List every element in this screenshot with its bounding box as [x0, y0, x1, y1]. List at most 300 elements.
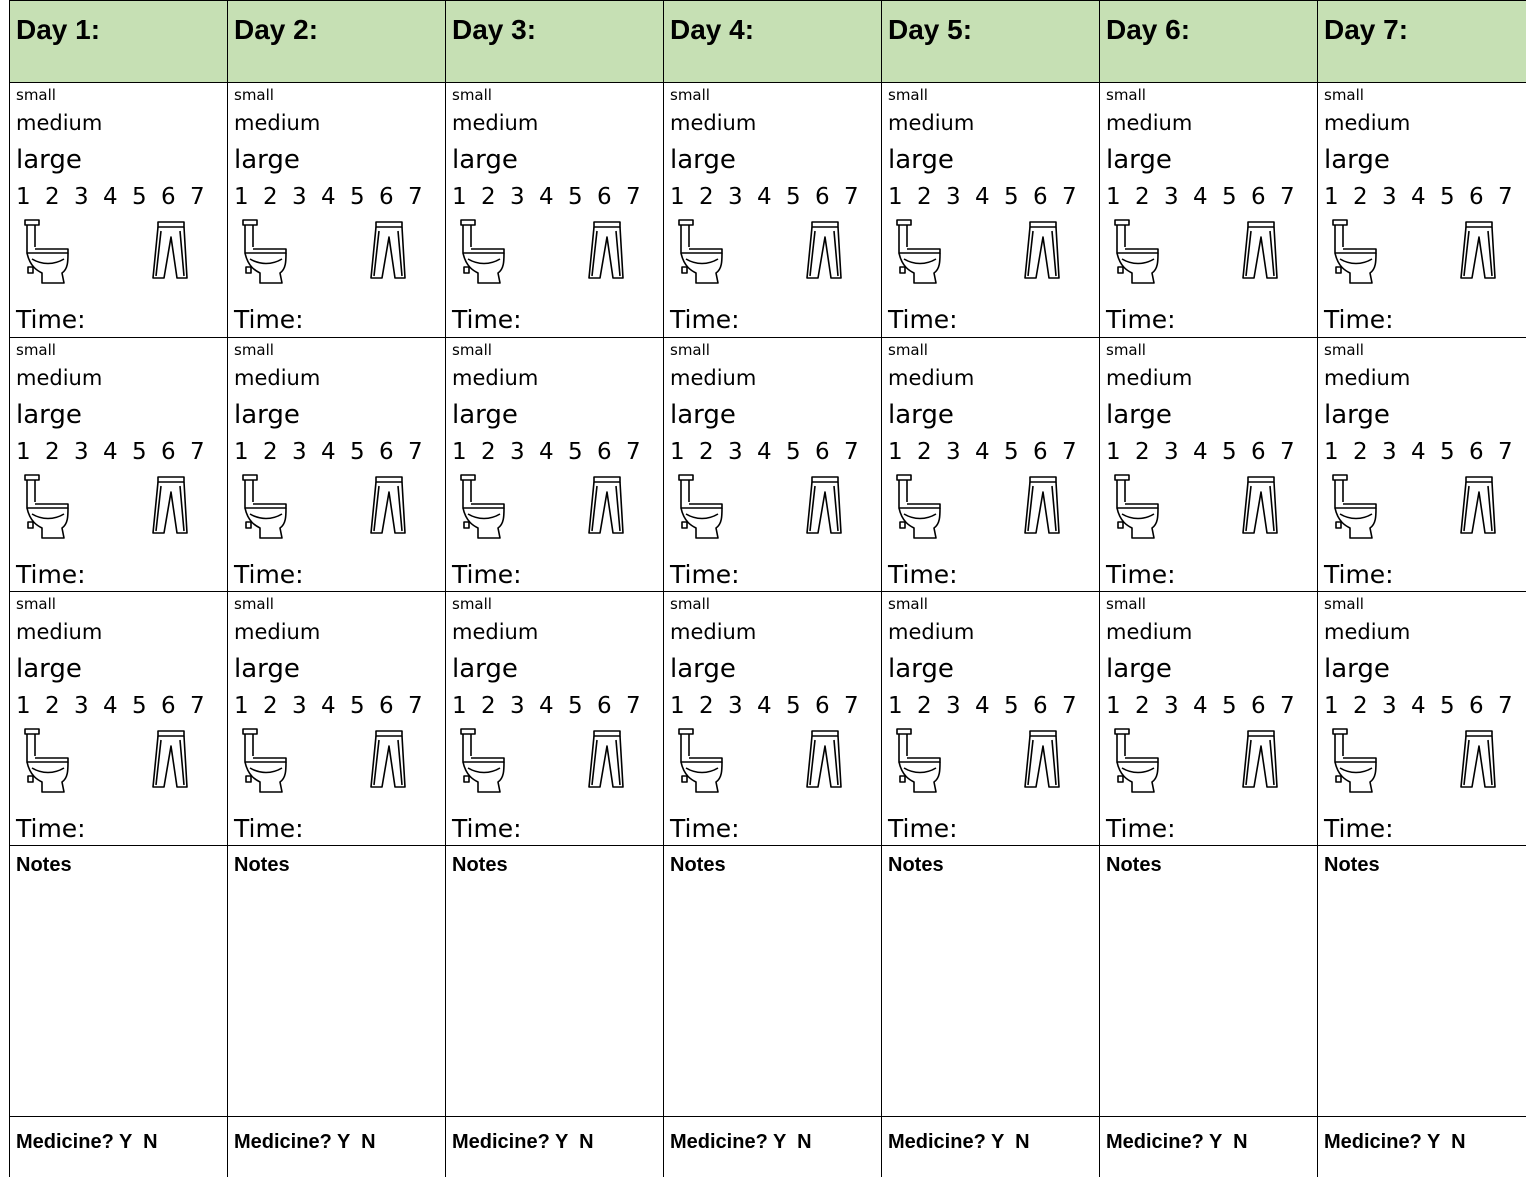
- scale-number[interactable]: 4: [321, 438, 336, 465]
- scale-number[interactable]: 6: [379, 184, 394, 211]
- scale-number[interactable]: 1: [452, 692, 467, 719]
- size-small-option[interactable]: small: [670, 340, 710, 359]
- scale-number[interactable]: 6: [161, 184, 176, 211]
- size-medium-option[interactable]: medium: [234, 365, 321, 390]
- size-small-option[interactable]: small: [452, 340, 492, 359]
- scale-number[interactable]: 3: [946, 438, 961, 465]
- entry-cell[interactable]: [10, 591, 228, 845]
- scale-number[interactable]: 5: [1004, 438, 1019, 465]
- scale-number[interactable]: 7: [1498, 184, 1513, 211]
- scale-number[interactable]: 4: [1193, 438, 1208, 465]
- scale-number[interactable]: 5: [568, 692, 583, 719]
- scale-number[interactable]: 1: [234, 184, 249, 211]
- scale-number[interactable]: 1: [888, 438, 903, 465]
- size-large-option[interactable]: large: [888, 145, 954, 176]
- entry-cell[interactable]: [10, 337, 228, 591]
- medicine-cell[interactable]: [1100, 1117, 1318, 1177]
- size-large-option[interactable]: large: [1324, 399, 1390, 430]
- scale-number[interactable]: 7: [408, 438, 423, 465]
- scale-number[interactable]: 5: [1222, 692, 1237, 719]
- stool-scale: [234, 434, 445, 470]
- pants-icon[interactable]: [588, 476, 624, 538]
- scale-number[interactable]: 2: [699, 438, 714, 465]
- toilet-icon[interactable]: [460, 728, 506, 798]
- scale-number[interactable]: 3: [292, 184, 307, 211]
- scale-number[interactable]: 4: [975, 184, 990, 211]
- scale-number[interactable]: 4: [1193, 692, 1208, 719]
- scale-number[interactable]: 4: [539, 438, 554, 465]
- toilet-icon[interactable]: [242, 728, 288, 798]
- toilet-icon[interactable]: [1332, 219, 1378, 289]
- scale-number[interactable]: 1: [888, 184, 903, 211]
- size-medium-option[interactable]: medium: [234, 111, 321, 136]
- scale-number[interactable]: 4: [1411, 184, 1426, 211]
- scale-number[interactable]: 5: [1440, 692, 1455, 719]
- size-small-option[interactable]: small: [234, 594, 274, 613]
- scale-number[interactable]: 5: [350, 438, 365, 465]
- entry-cell[interactable]: [664, 83, 882, 337]
- scale-number[interactable]: 4: [1411, 438, 1426, 465]
- scale-number[interactable]: 2: [1135, 184, 1150, 211]
- size-small-option[interactable]: small: [16, 86, 56, 105]
- medicine-cell[interactable]: [1318, 1117, 1526, 1177]
- scale-number[interactable]: 5: [1440, 184, 1455, 211]
- scale-number[interactable]: 6: [1251, 438, 1266, 465]
- size-small-option[interactable]: small: [670, 86, 710, 105]
- size-large-option[interactable]: large: [1324, 145, 1390, 176]
- toilet-icon[interactable]: [242, 474, 288, 544]
- scale-number[interactable]: 3: [510, 184, 525, 211]
- notes-cell[interactable]: [882, 845, 1100, 1116]
- scale-number[interactable]: 1: [1324, 438, 1339, 465]
- size-large-option[interactable]: large: [234, 399, 300, 430]
- toilet-icon[interactable]: [896, 728, 942, 798]
- scale-number[interactable]: 6: [1469, 184, 1484, 211]
- scale-number[interactable]: 3: [1382, 438, 1397, 465]
- scale-number[interactable]: 7: [1498, 692, 1513, 719]
- scale-number[interactable]: 7: [1280, 692, 1295, 719]
- pants-icon[interactable]: [1460, 730, 1496, 792]
- size-small-option[interactable]: small: [234, 86, 274, 105]
- size-large-option[interactable]: large: [888, 653, 954, 684]
- scale-number[interactable]: 2: [699, 692, 714, 719]
- size-small-option[interactable]: small: [452, 594, 492, 613]
- entry-cell[interactable]: [1100, 591, 1318, 845]
- scale-number[interactable]: 5: [132, 438, 147, 465]
- scale-number[interactable]: 7: [190, 438, 205, 465]
- size-large-option[interactable]: large: [452, 653, 518, 684]
- scale-number[interactable]: 5: [350, 692, 365, 719]
- size-medium-option[interactable]: medium: [1324, 365, 1411, 390]
- scale-number[interactable]: 3: [1382, 184, 1397, 211]
- pants-icon[interactable]: [1024, 476, 1060, 538]
- entry-cell[interactable]: [446, 591, 664, 845]
- scale-number[interactable]: 7: [844, 692, 859, 719]
- entry-cell[interactable]: [664, 337, 882, 591]
- entry-cell[interactable]: [1318, 591, 1526, 845]
- medicine-cell[interactable]: [10, 1117, 228, 1177]
- day-header: [882, 1, 1100, 83]
- scale-number[interactable]: 3: [292, 692, 307, 719]
- scale-number[interactable]: 6: [597, 438, 612, 465]
- notes-label: Notes: [1106, 853, 1162, 876]
- scale-number[interactable]: 2: [45, 692, 60, 719]
- toilet-icon[interactable]: [460, 474, 506, 544]
- size-small-option[interactable]: small: [1106, 86, 1146, 105]
- scale-number[interactable]: 1: [1106, 184, 1121, 211]
- size-medium-option[interactable]: medium: [16, 111, 103, 136]
- size-medium-option[interactable]: medium: [670, 111, 757, 136]
- toilet-icon[interactable]: [1114, 219, 1160, 289]
- scale-number[interactable]: 6: [815, 438, 830, 465]
- toilet-icon[interactable]: [1114, 728, 1160, 798]
- scale-number[interactable]: 2: [1353, 692, 1368, 719]
- scale-number[interactable]: 5: [350, 184, 365, 211]
- scale-number[interactable]: 1: [670, 438, 685, 465]
- size-medium-option[interactable]: medium: [452, 111, 539, 136]
- size-medium-option[interactable]: medium: [888, 111, 975, 136]
- scale-number[interactable]: 3: [728, 692, 743, 719]
- toilet-icon[interactable]: [460, 219, 506, 289]
- medicine-cell[interactable]: [882, 1117, 1100, 1177]
- pants-icon[interactable]: [806, 730, 842, 792]
- scale-number[interactable]: 5: [132, 184, 147, 211]
- size-medium-option[interactable]: medium: [452, 365, 539, 390]
- scale-number[interactable]: 2: [1135, 692, 1150, 719]
- scale-number[interactable]: 7: [844, 184, 859, 211]
- scale-number[interactable]: 4: [103, 692, 118, 719]
- scale-number[interactable]: 1: [234, 438, 249, 465]
- scale-number[interactable]: 6: [1033, 438, 1048, 465]
- scale-number[interactable]: 1: [670, 184, 685, 211]
- size-medium-option[interactable]: medium: [16, 619, 103, 644]
- scale-number[interactable]: 2: [917, 184, 932, 211]
- pants-icon[interactable]: [1460, 221, 1496, 283]
- scale-number[interactable]: 2: [699, 184, 714, 211]
- scale-number[interactable]: 5: [1004, 692, 1019, 719]
- scale-number[interactable]: 1: [1324, 692, 1339, 719]
- scale-number[interactable]: 7: [190, 184, 205, 211]
- entry-cell[interactable]: [1318, 83, 1526, 337]
- toilet-icon[interactable]: [24, 728, 70, 798]
- scale-number[interactable]: 2: [45, 184, 60, 211]
- size-large-option[interactable]: large: [1106, 653, 1172, 684]
- scale-number[interactable]: 4: [975, 438, 990, 465]
- pants-icon[interactable]: [152, 730, 188, 792]
- scale-number[interactable]: 7: [626, 692, 641, 719]
- entry-cell[interactable]: [10, 83, 228, 337]
- scale-number[interactable]: 1: [1106, 692, 1121, 719]
- scale-number[interactable]: 5: [1222, 438, 1237, 465]
- scale-number[interactable]: 7: [626, 438, 641, 465]
- size-medium-option[interactable]: medium: [1106, 365, 1193, 390]
- toilet-icon[interactable]: [24, 474, 70, 544]
- size-small-option[interactable]: small: [16, 340, 56, 359]
- scale-number[interactable]: 1: [234, 692, 249, 719]
- scale-number[interactable]: 3: [728, 438, 743, 465]
- medicine-cell[interactable]: [664, 1117, 882, 1177]
- pants-icon[interactable]: [1460, 476, 1496, 538]
- stool-scale: [888, 688, 1099, 724]
- scale-number[interactable]: 2: [917, 438, 932, 465]
- size-small-option[interactable]: small: [452, 86, 492, 105]
- size-large-option[interactable]: large: [1106, 399, 1172, 430]
- size-small-option[interactable]: small: [1106, 340, 1146, 359]
- day-label: Day 6:: [1106, 14, 1191, 45]
- toilet-icon[interactable]: [678, 728, 724, 798]
- scale-number[interactable]: 7: [190, 692, 205, 719]
- toilet-icon[interactable]: [896, 474, 942, 544]
- scale-number[interactable]: 4: [1411, 692, 1426, 719]
- scale-number[interactable]: 7: [1062, 692, 1077, 719]
- pants-icon[interactable]: [806, 476, 842, 538]
- size-medium-option[interactable]: medium: [16, 365, 103, 390]
- time-label: Time:: [888, 559, 958, 589]
- notes-cell[interactable]: [10, 845, 228, 1116]
- scale-number[interactable]: 1: [888, 692, 903, 719]
- scale-number[interactable]: 3: [1164, 692, 1179, 719]
- pants-icon[interactable]: [806, 221, 842, 283]
- scale-number[interactable]: 3: [74, 184, 89, 211]
- toilet-icon[interactable]: [896, 219, 942, 289]
- scale-number[interactable]: 6: [815, 184, 830, 211]
- size-medium-option[interactable]: medium: [670, 365, 757, 390]
- scale-number[interactable]: 5: [1440, 438, 1455, 465]
- scale-number[interactable]: 1: [16, 184, 31, 211]
- medicine-cell[interactable]: [446, 1117, 664, 1177]
- size-large-option[interactable]: large: [1106, 145, 1172, 176]
- scale-number[interactable]: 4: [321, 184, 336, 211]
- scale-number[interactable]: 4: [975, 692, 990, 719]
- size-medium-option[interactable]: medium: [452, 619, 539, 644]
- size-small-option[interactable]: small: [1324, 594, 1364, 613]
- size-medium-option[interactable]: medium: [1106, 111, 1193, 136]
- entry-cell[interactable]: [882, 83, 1100, 337]
- size-medium-option[interactable]: medium: [888, 619, 975, 644]
- scale-number[interactable]: 3: [728, 184, 743, 211]
- scale-number[interactable]: 1: [452, 438, 467, 465]
- scale-number[interactable]: 2: [45, 438, 60, 465]
- scale-number[interactable]: 6: [597, 692, 612, 719]
- scale-number[interactable]: 5: [786, 438, 801, 465]
- scale-number[interactable]: 5: [1004, 184, 1019, 211]
- pants-icon[interactable]: [152, 476, 188, 538]
- scale-number[interactable]: 7: [844, 438, 859, 465]
- size-small-option[interactable]: small: [1106, 594, 1146, 613]
- scale-number[interactable]: 1: [452, 184, 467, 211]
- scale-number[interactable]: 3: [74, 438, 89, 465]
- size-medium-option[interactable]: medium: [234, 619, 321, 644]
- scale-number[interactable]: 2: [481, 184, 496, 211]
- size-large-option[interactable]: large: [1324, 653, 1390, 684]
- toilet-icon[interactable]: [678, 219, 724, 289]
- size-medium-option[interactable]: medium: [1324, 619, 1411, 644]
- scale-number[interactable]: 2: [1135, 438, 1150, 465]
- toilet-icon[interactable]: [1332, 474, 1378, 544]
- toilet-icon[interactable]: [1332, 728, 1378, 798]
- scale-number[interactable]: 2: [481, 438, 496, 465]
- notes-cell[interactable]: [1100, 845, 1318, 1116]
- scale-number[interactable]: 4: [757, 438, 772, 465]
- scale-number[interactable]: 2: [263, 438, 278, 465]
- scale-number[interactable]: 5: [568, 438, 583, 465]
- pants-icon[interactable]: [1242, 221, 1278, 283]
- scale-number[interactable]: 2: [263, 692, 278, 719]
- scale-number[interactable]: 3: [1164, 438, 1179, 465]
- scale-number[interactable]: 7: [626, 184, 641, 211]
- scale-number[interactable]: 5: [132, 692, 147, 719]
- size-large-option[interactable]: large: [670, 145, 736, 176]
- scale-number[interactable]: 3: [946, 692, 961, 719]
- size-large-option[interactable]: large: [670, 399, 736, 430]
- scale-number[interactable]: 6: [1033, 184, 1048, 211]
- entry-cell[interactable]: [1318, 337, 1526, 591]
- scale-number[interactable]: 6: [161, 692, 176, 719]
- notes-cell[interactable]: [446, 845, 664, 1116]
- notes-label: Notes: [16, 853, 72, 876]
- entry-cell[interactable]: [664, 591, 882, 845]
- scale-number[interactable]: 7: [1062, 438, 1077, 465]
- entry-cell[interactable]: [882, 337, 1100, 591]
- scale-number[interactable]: 4: [103, 438, 118, 465]
- toilet-icon[interactable]: [1114, 474, 1160, 544]
- size-medium-option[interactable]: medium: [1106, 619, 1193, 644]
- pants-icon[interactable]: [588, 221, 624, 283]
- size-medium-option[interactable]: medium: [1324, 111, 1411, 136]
- scale-number[interactable]: 5: [786, 184, 801, 211]
- scale-number[interactable]: 4: [103, 184, 118, 211]
- scale-number[interactable]: 6: [1251, 692, 1266, 719]
- scale-number[interactable]: 6: [379, 438, 394, 465]
- medicine-label: Medicine? Y N: [888, 1131, 1030, 1154]
- size-medium-option[interactable]: medium: [670, 619, 757, 644]
- stool-scale: [1106, 179, 1317, 215]
- scale-number[interactable]: 4: [757, 692, 772, 719]
- scale-number[interactable]: 3: [74, 692, 89, 719]
- pants-icon[interactable]: [370, 476, 406, 538]
- entry-cell[interactable]: [1100, 83, 1318, 337]
- scale-number[interactable]: 6: [1469, 692, 1484, 719]
- pants-icon[interactable]: [1024, 730, 1060, 792]
- scale-number[interactable]: 6: [1033, 692, 1048, 719]
- toilet-icon[interactable]: [24, 219, 70, 289]
- scale-number[interactable]: 6: [379, 692, 394, 719]
- size-large-option[interactable]: large: [234, 653, 300, 684]
- scale-number[interactable]: 3: [1382, 692, 1397, 719]
- scale-number[interactable]: 6: [815, 692, 830, 719]
- scale-number[interactable]: 1: [670, 692, 685, 719]
- scale-number[interactable]: 2: [1353, 438, 1368, 465]
- scale-number[interactable]: 7: [1062, 184, 1077, 211]
- scale-number[interactable]: 5: [1222, 184, 1237, 211]
- scale-number[interactable]: 2: [1353, 184, 1368, 211]
- pants-icon[interactable]: [1242, 476, 1278, 538]
- scale-number[interactable]: 2: [481, 692, 496, 719]
- size-small-option[interactable]: small: [1324, 340, 1364, 359]
- size-small-option[interactable]: small: [16, 594, 56, 613]
- scale-number[interactable]: 1: [16, 692, 31, 719]
- pants-icon[interactable]: [1024, 221, 1060, 283]
- time-label: Time:: [1106, 559, 1176, 589]
- scale-number[interactable]: 2: [917, 692, 932, 719]
- location-icons: [1324, 470, 1526, 548]
- size-small-option[interactable]: small: [234, 340, 274, 359]
- day-header: [1100, 1, 1318, 83]
- scale-number[interactable]: 4: [757, 184, 772, 211]
- size-small-option[interactable]: small: [670, 594, 710, 613]
- size-large-option[interactable]: large: [452, 145, 518, 176]
- size-small-option[interactable]: small: [888, 340, 928, 359]
- scale-number[interactable]: 6: [161, 438, 176, 465]
- scale-number[interactable]: 3: [292, 438, 307, 465]
- size-large-option[interactable]: large: [16, 399, 82, 430]
- scale-number[interactable]: 1: [16, 438, 31, 465]
- size-small-option[interactable]: small: [888, 594, 928, 613]
- size-large-option[interactable]: large: [452, 399, 518, 430]
- scale-number[interactable]: 4: [321, 692, 336, 719]
- scale-number[interactable]: 5: [568, 184, 583, 211]
- scale-number[interactable]: 3: [1164, 184, 1179, 211]
- scale-number[interactable]: 3: [510, 692, 525, 719]
- notes-cell[interactable]: [664, 845, 882, 1116]
- scale-number[interactable]: 7: [408, 692, 423, 719]
- size-large-option[interactable]: large: [234, 145, 300, 176]
- entry-cell[interactable]: [446, 83, 664, 337]
- pants-icon[interactable]: [152, 221, 188, 283]
- scale-number[interactable]: 7: [408, 184, 423, 211]
- scale-number[interactable]: 1: [1106, 438, 1121, 465]
- size-medium-option[interactable]: medium: [888, 365, 975, 390]
- toilet-icon[interactable]: [242, 219, 288, 289]
- scale-number[interactable]: 4: [539, 692, 554, 719]
- entry-cell[interactable]: [228, 83, 446, 337]
- pants-icon[interactable]: [588, 730, 624, 792]
- size-large-option[interactable]: large: [670, 653, 736, 684]
- scale-number[interactable]: 6: [597, 184, 612, 211]
- scale-number[interactable]: 6: [1251, 184, 1266, 211]
- entry-cell[interactable]: [882, 591, 1100, 845]
- scale-number[interactable]: 3: [510, 438, 525, 465]
- entry-cell[interactable]: [1100, 337, 1318, 591]
- scale-number[interactable]: 2: [263, 184, 278, 211]
- toilet-icon[interactable]: [678, 474, 724, 544]
- location-icons: [1106, 724, 1317, 802]
- pants-icon[interactable]: [1242, 730, 1278, 792]
- scale-number[interactable]: 6: [1469, 438, 1484, 465]
- scale-number[interactable]: 1: [1324, 184, 1339, 211]
- scale-number[interactable]: 7: [1498, 438, 1513, 465]
- size-large-option[interactable]: large: [16, 145, 82, 176]
- entry-cell[interactable]: [228, 337, 446, 591]
- size-small-option[interactable]: small: [1324, 86, 1364, 105]
- scale-number[interactable]: 7: [1280, 184, 1295, 211]
- scale-number[interactable]: 7: [1280, 438, 1295, 465]
- entry-cell[interactable]: [228, 591, 446, 845]
- scale-number[interactable]: 3: [946, 184, 961, 211]
- entry-cell[interactable]: [446, 337, 664, 591]
- pants-icon[interactable]: [370, 221, 406, 283]
- scale-number[interactable]: 4: [1193, 184, 1208, 211]
- notes-cell[interactable]: [228, 845, 446, 1116]
- notes-cell[interactable]: [1318, 845, 1526, 1116]
- size-large-option[interactable]: large: [16, 653, 82, 684]
- scale-number[interactable]: 4: [539, 184, 554, 211]
- medicine-cell[interactable]: [228, 1117, 446, 1177]
- pants-icon[interactable]: [370, 730, 406, 792]
- scale-number[interactable]: 5: [786, 692, 801, 719]
- size-large-option[interactable]: large: [888, 399, 954, 430]
- size-small-option[interactable]: small: [888, 86, 928, 105]
